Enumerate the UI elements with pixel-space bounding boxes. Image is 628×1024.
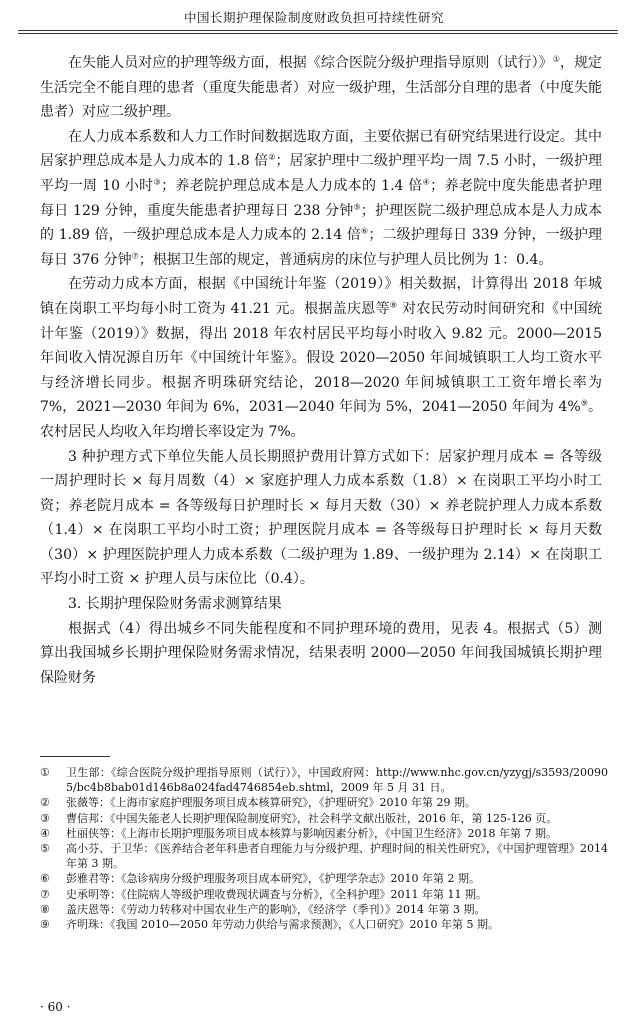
footnote-text: 张薇等：《上海市家庭护理服务项目成本核算研究》，《护理研究》2010 年第 29 期。 <box>66 796 476 810</box>
paragraph-cost-formulas: 3 种护理方式下单位失能人员长期照护费用计算方式如下：居家护理月成本 = 各等级一周护理时长 × 每月周数（4）× 家庭护理人力成本系数（1.8）× 在岗职工平均小时工资；养老院月成本 = 各等级每日护理时长 × 每月天数（30）× 养老院护理人力成本系数（1.4）× 在岗职工平均小时工资；护理医院月成本 = 各等级每日护理时长 × 每月天数（30）× 护理医院护理人力成本系数（二级护理为 1.89、一级护理为 2.14）× 在岗职工平均小时工资 × 护理人员与床位比（0.4）。 <box>40 448 602 588</box>
footnote-text: 史承明等：《住院病人等级护理收费现状调查与分析》，《全科护理》2011 年第 11 期。 <box>66 887 487 901</box>
footnote-text: 曹信邦：《中国失能老人长期护理保险制度研究》，社会科学文献出版社，2016 年，第 125-126 页。 <box>66 811 558 825</box>
footnote-ref-7[interactable]: ⑦ <box>131 251 139 261</box>
footnote-item <box>40 795 608 810</box>
footnotes <box>40 765 608 932</box>
footnote-ref-4[interactable]: ④ <box>422 177 431 187</box>
footnote-item <box>40 826 608 841</box>
footnote-text: 卫生部：《综合医院分级护理指导原则（试行）》，中国政府网：http://www.nhc.gov.cn/yzygj/s3593/200905/bc4b8bab01d146b8a024fad4746854eb.shtml，2009 年 5 月 31 日。 <box>66 766 608 795</box>
footnote-number: ① <box>40 766 50 779</box>
footnote-number: ⑨ <box>40 918 50 932</box>
footnote-number: ④ <box>40 826 50 840</box>
footnote-ref-8[interactable]: ⑧ <box>389 300 398 310</box>
header-rule <box>18 30 618 31</box>
footnote-number: ③ <box>40 811 50 825</box>
footnote-text: 高小芬、于卫华：《医养结合老年科患者自理能力与分级护理、护理时间的相关性研究》，《中国护理管理》2014 年第 3 期。 <box>66 842 608 871</box>
footnote-text: 彭雅君等：《急诊病房分级护理服务项目成本研究》，《护理学杂志》2010 年第 2 期。 <box>66 872 480 886</box>
page-number: · 60 · <box>40 1000 71 1014</box>
footnote-text: 杜丽侠等：《上海市长期护理服务项目成本核算与影响因素分析》，《中国卫生经济》2018 年第 7 期。 <box>66 826 557 840</box>
body-text <box>40 51 602 690</box>
footnote-item <box>40 917 608 932</box>
footnote-ref-6[interactable]: ⑥ <box>361 226 369 236</box>
footnote-text: 齐明珠：《我国 2010—2050 年劳动力供给与需求预测》，《人口研究》2010 年第 5 期。 <box>66 918 499 932</box>
footnote-ref-2[interactable]: ② <box>268 152 276 162</box>
running-header: 中国长期护理保险制度财政负担可持续性研究 <box>183 10 444 25</box>
paragraph-results: 根据式（4）得出城乡不同失能程度和不同护理环境的费用，见表 4。根据式（5）测算出我国城乡长期护理保险财务需求情况，结果表明 2000—2050 年间我国城镇长期护理保险财务 <box>40 620 602 686</box>
footnote-number: ⑤ <box>40 842 50 856</box>
footnote-ref-9[interactable]: ⑨ <box>580 398 588 408</box>
paragraph-nursing-level: 在失能人员对应的护理等级方面，根据《综合医院分级护理指导原则（试行）》①，规定生活完全不能自理的患者（重度失能患者）对应一级护理，生活部分自理的患者（中度失能患者）对应二级护理。 <box>40 54 603 121</box>
footnote-ref-1[interactable]: ① <box>552 54 560 64</box>
footnote-rule <box>40 756 110 757</box>
footnote-number: ⑧ <box>40 902 50 916</box>
footnote-ref-5[interactable]: ⑤ <box>353 201 361 211</box>
footnote-number: ⑦ <box>40 887 50 901</box>
footnote-item <box>40 841 608 871</box>
section-heading: 3. 长期护理保险财务需求测算结果 <box>68 596 282 613</box>
footnote-ref-3[interactable]: ③ <box>153 177 162 187</box>
paragraph-labor-cost-coefficients: 在人力成本系数和人力工作时间数据选取方面，主要依据已有研究结果进行设定。其中居家护理总成本是人力成本的 1.8 倍②；居家护理中二级护理平均一周 7.5 小时，一级护理平均一周 10 小时③；养老院护理总成本是人力成本的 1.4 倍④；养老院中度失能患者护理每日 129 分钟，重度失能患者护理每日 238 分钟⑤；护理医院二级护理总成本是人力成本的 1.89 倍，一级护理总成本是人力成本的 2.14 倍⑥；二级护理每日 339 分钟，一级护理每日 376 分钟⑦；根据卫生部的规定，普通病房的床位与护理人员比例为 1：0.4。 <box>40 128 603 268</box>
footnote-item <box>40 765 608 795</box>
footnote-item <box>40 871 608 886</box>
paragraph-labor-costs: 在劳动力成本方面，根据《中国统计年鉴（2019）》相关数据，计算得出 2018 年城镇在岗职工平均每小时工资为 41.21 元。根据盖庆恩等⑧ 对农民劳动时间研究和《中国统计年鉴（2019）》数据，得出 2018 年农村居民平均每小时收入 9.82 元。2000—2015 年间收入情况源自历年《中国统计年鉴》。假设 2020—2050 年间城镇职工人均工资水平与经济增长同步。根据齐明珠研究结论，2018—2020 年间城镇职工工资年增长率为 7%，2021—2030 年间为 6%，2031—2040 年间为 5%，2041—2050 年间为 4%⑨。农村居民人均收入年均增长率设定为 7%。 <box>40 276 603 440</box>
header-rule-secondary <box>18 33 618 34</box>
footnote-item <box>40 887 608 902</box>
footnote-number: ⑥ <box>40 872 50 886</box>
footnote-text: 盖庆恩等：《劳动力转移对中国农业生产的影响》，《经济学（季刊）》2014 年第 3 期。 <box>66 902 486 916</box>
footnote-item <box>40 811 608 826</box>
footnote-number: ② <box>40 796 50 810</box>
footnote-item <box>40 902 608 917</box>
